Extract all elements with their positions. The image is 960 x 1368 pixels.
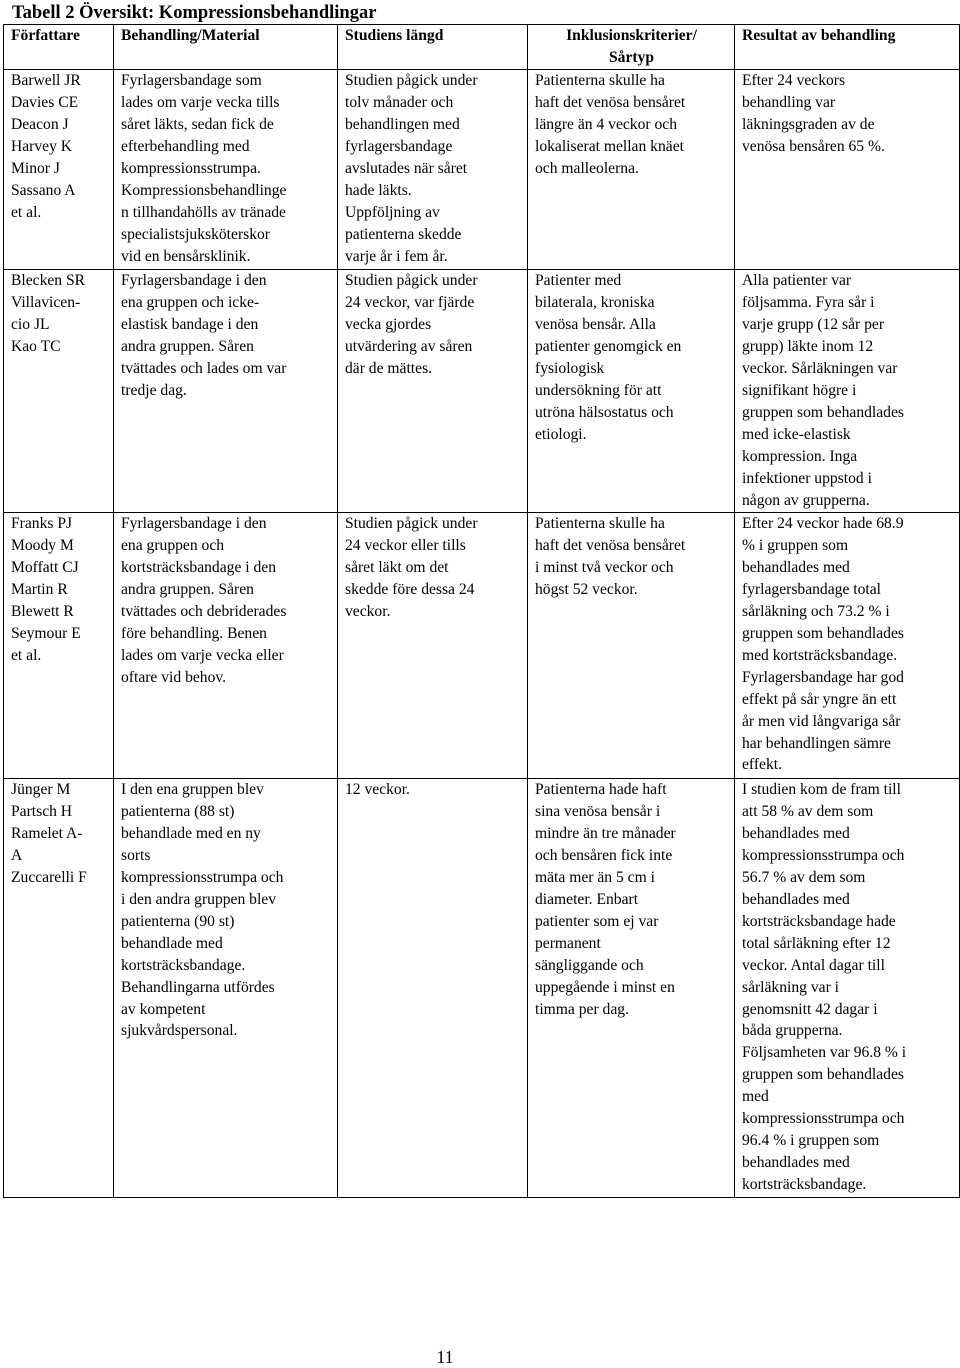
cell-text-line: och malleolerna. — [535, 159, 639, 177]
treatment-cell — [114, 270, 338, 513]
cell-text-line: patienterna skedde — [345, 225, 462, 243]
cell-text-line: fyrlagersbandage total — [742, 580, 881, 598]
cell-text-line: Davies CE — [11, 93, 79, 111]
cell-text-line: specialistsjuksköterskor — [121, 225, 270, 243]
cell-text-line: med — [742, 1088, 769, 1106]
cell-text-line: effekt. — [742, 756, 782, 774]
cell-text-line: Följsamheten var 96.8 % i — [742, 1044, 907, 1062]
cell-text-line: haft det venösa bensåret — [535, 93, 686, 111]
cell-text-line: avslutades när såret — [345, 159, 468, 177]
cell-text-line: varje år i fem år. — [345, 247, 448, 265]
cell-text-line: Deacon J — [11, 115, 69, 133]
study-length-cell — [338, 70, 528, 270]
cell-text-line: ena gruppen och icke- — [121, 293, 260, 311]
cell-text-line: kortsträcksbandage. — [742, 1176, 867, 1194]
cell-text-line: sårläkning var i — [742, 978, 839, 996]
cell-text-line: Studien pågick under — [345, 272, 478, 289]
cell-text-line: Patienterna skulle ha — [535, 72, 665, 89]
cell-text-line: uppegående i minst en — [535, 978, 675, 996]
cell-text-line: tolv månader och — [345, 93, 454, 111]
cell-text-line: utvärdering av såren — [345, 337, 473, 355]
study-length-cell — [338, 779, 528, 1198]
cell-text-line: Moody M — [11, 536, 74, 554]
cell-text-line: patienter som ej var — [535, 912, 659, 930]
cell-text-line: såret läkts, sedan fick de — [121, 115, 274, 133]
cell-text-line: cio JL — [11, 315, 50, 333]
result-cell — [735, 779, 960, 1198]
cell-text-line: grupp) läkte inom 12 — [742, 337, 874, 355]
cell-text-line: Minor J — [11, 159, 60, 177]
cell-text-line: kortsträcksbandage hade — [742, 912, 896, 930]
cell-text-line: patienter genomgick en — [535, 337, 682, 355]
cell-text-line: Sårtyp — [608, 48, 655, 66]
cell-text-line: Patienter med — [535, 272, 622, 289]
cell-text-line: Efter 24 veckor hade 68.9 — [742, 515, 904, 532]
study-length-cell — [338, 270, 528, 513]
cell-text-line: patienterna (90 st) — [121, 912, 235, 930]
cell-text-line: kompressionsstrumpa och — [742, 846, 905, 864]
treatment-cell — [114, 513, 338, 779]
study-length-cell — [338, 513, 528, 779]
cell-text-line: Studien pågick under — [345, 515, 478, 532]
cell-text-line: sängliggande och — [535, 956, 644, 974]
cell-text-line: permanent — [535, 934, 601, 952]
cell-text-line: Blewett R — [11, 602, 74, 620]
table-title: Tabell 2 Översikt: Kompressionsbehandlingar — [12, 3, 377, 23]
cell-text-line: av kompetent — [121, 1000, 206, 1018]
table-row — [4, 70, 960, 270]
cell-text-line: fyrlagersbandage — [345, 137, 453, 155]
cell-text-line: et al. — [11, 646, 42, 664]
cell-text-line: har behandlingen sämre — [742, 734, 891, 752]
cell-text-line: venösa bensår. Alla — [535, 315, 656, 333]
cell-text-line: Franks PJ — [11, 515, 73, 532]
cell-text-line: Studiens längd — [345, 27, 444, 44]
author-cell — [4, 513, 114, 779]
table-row — [4, 779, 960, 1198]
author-cell — [4, 70, 114, 270]
header-inclusion-criteria — [528, 25, 735, 70]
cell-text-line: Patienterna skulle ha — [535, 515, 665, 532]
cell-text-line: Partsch H — [11, 802, 73, 820]
cell-text-line: Fyrlagersbandage som — [121, 72, 262, 89]
inclusion-criteria-cell — [528, 779, 735, 1198]
cell-text-line: 56.7 % av dem som — [742, 868, 866, 886]
cell-text-line: mindre än tre månader — [535, 824, 676, 842]
cell-text-line: % i gruppen som — [742, 536, 849, 554]
cell-text-line: Behandlingarna utfördes — [121, 978, 275, 996]
cell-text-line: kompression. Inga — [742, 447, 858, 465]
cell-text-line: gruppen som behandlades — [742, 1066, 904, 1084]
cell-text-line: et al. — [11, 203, 42, 221]
cell-text-line: Zuccarelli F — [11, 868, 87, 886]
cell-text-line: båda grupperna. — [742, 1022, 843, 1040]
cell-text-line: kortsträcksbandage i den — [121, 558, 277, 576]
cell-text-line: Alla patienter var — [742, 272, 852, 289]
cell-text-line: varje grupp (12 sår per — [742, 315, 885, 333]
cell-text-line: mäta mer än 5 cm i — [535, 868, 655, 886]
cell-text-line: veckor. — [345, 602, 391, 620]
cell-text-line: behandlades med — [742, 1154, 850, 1172]
cell-text-line: A — [11, 846, 23, 864]
cell-text-line: Fyrlagersbandage har god — [742, 668, 904, 686]
inclusion-criteria-cell — [528, 270, 735, 513]
cell-text-line: effekt på sår yngre än ett — [742, 690, 897, 708]
treatment-cell — [114, 70, 338, 270]
cell-text-line: tvättades och debriderades — [121, 602, 287, 620]
cell-text-line: ena gruppen och — [121, 536, 225, 554]
cell-text-line: Patienterna hade haft — [535, 781, 667, 798]
cell-text-line: Moffatt CJ — [11, 558, 79, 576]
cell-text-line: Kompressionsbehandlinge — [121, 181, 287, 199]
cell-text-line: Harvey K — [11, 137, 73, 155]
cell-text-line: skedde före dessa 24 — [345, 580, 475, 598]
cell-text-line: venösa bensåren 65 %. — [742, 137, 885, 155]
cell-text-line: sjukvårdspersonal. — [121, 1022, 238, 1040]
cell-text-line: andra gruppen. Såren — [121, 580, 254, 598]
cell-text-line: etiologi. — [535, 425, 587, 443]
cell-text-line: genomsnitt 42 dagar i — [742, 1000, 878, 1018]
compression-treatment-table — [3, 24, 960, 1198]
cell-text-line: följsamma. Fyra sår i — [742, 293, 875, 311]
cell-text-line: lades om varje vecka eller — [121, 646, 284, 664]
cell-text-line: andra gruppen. Såren — [121, 337, 254, 355]
cell-text-line: högst 52 veckor. — [535, 580, 638, 598]
cell-text-line: Efter 24 veckors — [742, 72, 846, 89]
cell-text-line: Villavicen- — [11, 293, 81, 311]
cell-text-line: oftare vid behov. — [121, 668, 227, 686]
cell-text-line: längre än 4 veckor och — [535, 115, 678, 133]
cell-text-line: signifikant högre i — [742, 381, 857, 399]
cell-text-line: timma per dag. — [535, 1000, 629, 1018]
treatment-cell — [114, 779, 338, 1198]
cell-text-line: Ramelet A- — [11, 824, 83, 842]
author-cell — [4, 270, 114, 513]
cell-text-line: behandling var — [742, 93, 836, 111]
header-result — [735, 25, 960, 70]
cell-text-line: Barwell JR — [11, 72, 81, 89]
cell-text-line: Behandling/Material — [121, 27, 260, 44]
cell-text-line: n tillhandahölls av tränade — [121, 203, 286, 221]
table-row — [4, 270, 960, 513]
cell-text-line: tvättades och lades om var — [121, 359, 287, 377]
cell-text-line: gruppen som behandlades — [742, 403, 904, 421]
cell-text-line: lokaliserat mellan knäet — [535, 137, 684, 155]
cell-text-line: Fyrlagersbandage i den — [121, 272, 267, 289]
result-cell — [735, 70, 960, 270]
inclusion-criteria-cell — [528, 513, 735, 779]
cell-text-line: tredje dag. — [121, 381, 187, 399]
cell-text-line: Blecken SR — [11, 272, 86, 289]
cell-text-line: 96.4 % i gruppen som — [742, 1132, 880, 1150]
cell-text-line: behandlades med — [742, 890, 850, 908]
cell-text-line: i minst två veckor och — [535, 558, 674, 576]
table-row — [4, 513, 960, 779]
header-treatment — [114, 25, 338, 70]
cell-text-line: läkningsgraden av de — [742, 115, 875, 133]
cell-text-line: I den ena gruppen blev — [121, 781, 264, 798]
cell-text-line: Fyrlagersbandage i den — [121, 515, 267, 532]
cell-text-line: gruppen som behandlades — [742, 624, 904, 642]
cell-text-line: Inklusionskriterier/ — [566, 27, 697, 44]
cell-text-line: 24 veckor eller tills — [345, 536, 466, 554]
cell-text-line: Författare — [11, 27, 80, 44]
page-number: 11 — [436, 1347, 454, 1367]
cell-text-line: i den andra gruppen blev — [121, 890, 277, 908]
cell-text-line: utröna hälsostatus och — [535, 403, 674, 421]
cell-text-line: och bensåren fick inte — [535, 846, 673, 864]
cell-text-line: att 58 % av dem som — [742, 802, 874, 820]
cell-text-line: behandlades med — [742, 558, 850, 576]
cell-text-line: med kortsträcksbandage. — [742, 646, 898, 664]
author-cell — [4, 779, 114, 1198]
cell-text-line: Kao TC — [11, 337, 61, 355]
cell-text-line: Jünger M — [11, 781, 71, 798]
cell-text-line: före behandling. Benen — [121, 624, 267, 642]
cell-text-line: infektioner uppstod i — [742, 469, 872, 487]
cell-text-line: hade läkts. — [345, 181, 412, 199]
cell-text-line: Studien pågick under — [345, 72, 478, 89]
cell-text-line: år men vid långvariga sår — [742, 712, 901, 730]
cell-text-line: Seymour E — [11, 624, 81, 642]
cell-text-line: behandlade med en ny — [121, 824, 261, 842]
cell-text-line: behandlades med — [742, 824, 850, 842]
cell-text-line: lades om varje vecka tills — [121, 93, 280, 111]
cell-text-line: patienterna (88 st) — [121, 802, 235, 820]
cell-text-line: diameter. Enbart — [535, 890, 639, 908]
cell-text-line: vecka gjordes — [345, 315, 432, 333]
cell-text-line: I studien kom de fram till — [742, 781, 901, 798]
header-author — [4, 25, 114, 70]
cell-text-line: total sårläkning efter 12 — [742, 934, 891, 952]
cell-text-line: 12 veckor. — [345, 781, 410, 798]
cell-text-line: efterbehandling med — [121, 137, 250, 155]
cell-text-line: med icke-elastisk — [742, 425, 851, 443]
cell-text-line: kompressionsstrumpa och — [742, 1110, 905, 1128]
cell-text-line: Uppföljning av — [345, 203, 440, 221]
cell-text-line: elastisk bandage i den — [121, 315, 259, 333]
cell-text-line: Resultat av behandling — [742, 27, 896, 44]
table-header-row — [4, 25, 960, 70]
cell-text-line: såret läkt om det — [345, 558, 449, 576]
cell-text-line: fysiologisk — [535, 359, 605, 377]
result-cell — [735, 513, 960, 779]
cell-text-line: där de mättes. — [345, 359, 433, 377]
cell-text-line: Martin R — [11, 580, 68, 598]
cell-text-line: kompressionsstrumpa och — [121, 868, 284, 886]
cell-text-line: undersökning för att — [535, 381, 662, 399]
cell-text-line: Sassano A — [11, 181, 76, 199]
cell-text-line: kortsträcksbandage. — [121, 956, 246, 974]
cell-text-line: vid en bensårsklinik. — [121, 247, 251, 265]
result-cell — [735, 270, 960, 513]
cell-text-line: kompressionsstrumpa. — [121, 159, 261, 177]
cell-text-line: haft det venösa bensåret — [535, 536, 686, 554]
cell-text-line: sina venösa bensår i — [535, 802, 661, 820]
cell-text-line: veckor. Sårläkningen var — [742, 359, 898, 377]
header-study-length — [338, 25, 528, 70]
cell-text-line: någon av grupperna. — [742, 491, 870, 509]
cell-text-line: bilaterala, kroniska — [535, 293, 655, 311]
cell-text-line: sorts — [121, 846, 151, 864]
inclusion-criteria-cell — [528, 70, 735, 270]
cell-text-line: behandlingen med — [345, 115, 460, 133]
cell-text-line: 24 veckor, var fjärde — [345, 293, 475, 311]
cell-text-line: veckor. Antal dagar till — [742, 956, 885, 974]
cell-text-line: sårläkning och 73.2 % i — [742, 602, 890, 620]
cell-text-line: behandlade med — [121, 934, 223, 952]
